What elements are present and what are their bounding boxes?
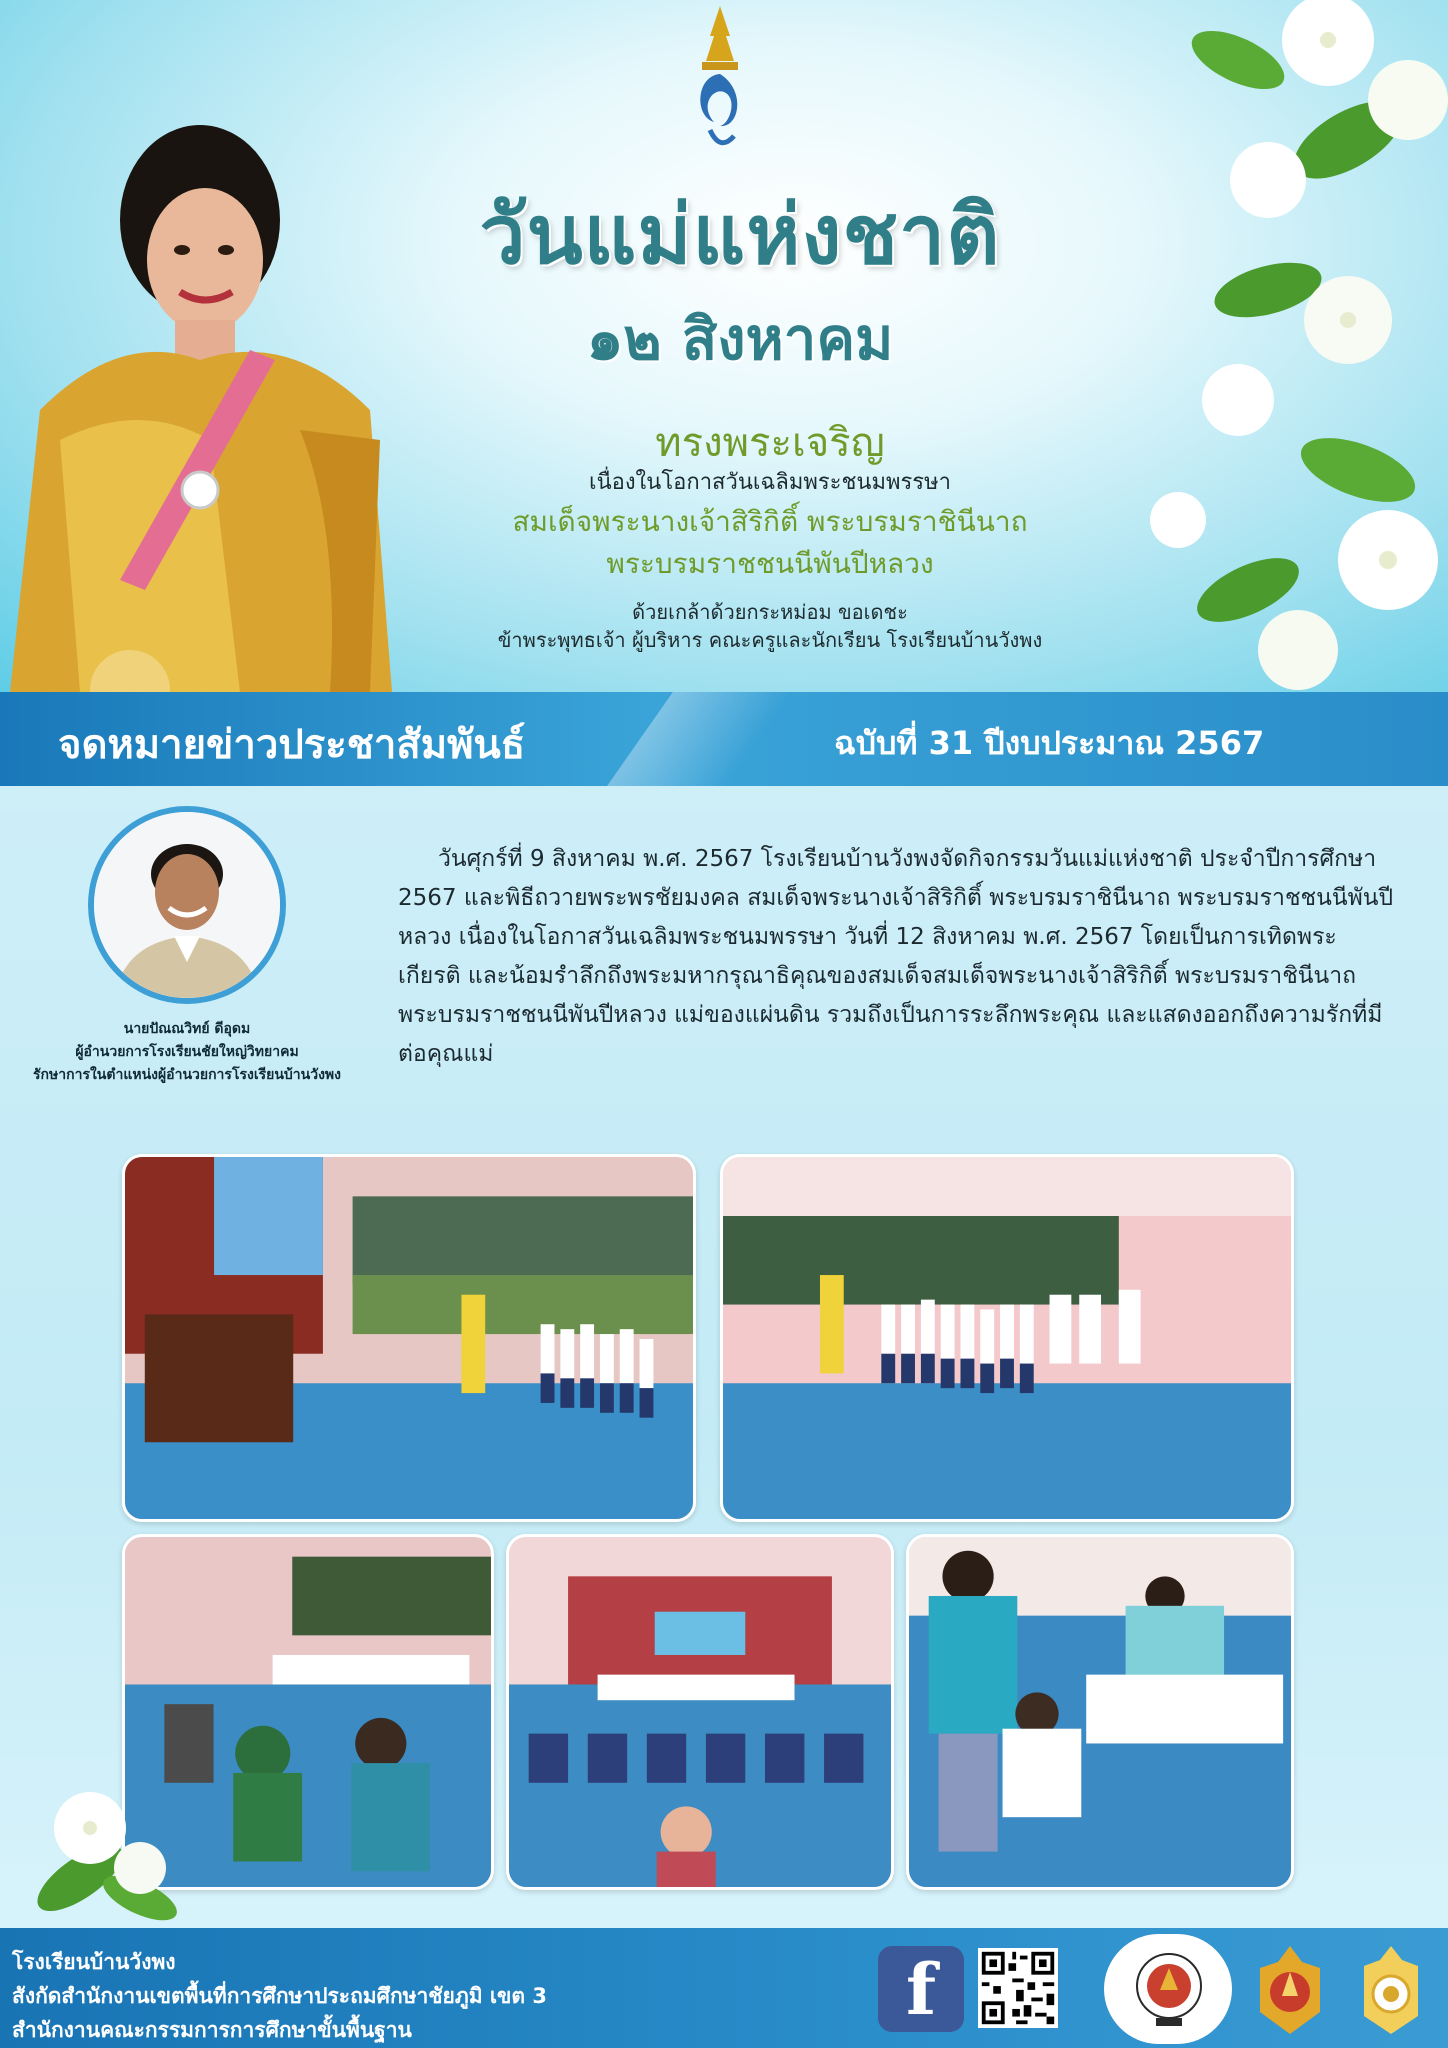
commission-name: สำนักงานคณะกรรมการการศึกษาขั้นพื้นฐาน (12, 2018, 412, 2042)
header-section (0, 0, 1448, 692)
queen-portrait (0, 110, 392, 692)
director-photo (88, 806, 286, 1004)
newsletter-banner (0, 692, 1448, 786)
school-name: โรงเรียนบ้านวังพง (12, 1950, 176, 1974)
page-date: ๑๒ สิงหาคม (586, 305, 894, 373)
queen-title: สมเด็จพระนางเจ้าสิริกิติ์ พระบรมราชินีนาถ (512, 505, 1028, 538)
newsletter-title: จดหมายข่าวประชาสัมพันธ์ (58, 722, 526, 768)
activity-photo (506, 1534, 894, 1890)
occasion-text: เนื่องในโอกาสวันเฉลิมพระชนมพรรษา (589, 470, 951, 495)
facebook-glyph: f (906, 1948, 937, 2031)
issue-number: ฉบับที่ 31 ปีงบประมาณ 2567 (834, 724, 1265, 762)
jasmine-flowers-decoration (1148, 0, 1448, 692)
activity-photo (720, 1154, 1294, 1522)
director-acting-position: รักษาการในตำแหน่งผู้อำนวยการโรงเรียนบ้านวังพง (33, 1067, 341, 1083)
school-logo-icon (1134, 1946, 1204, 2032)
respect-text: ด้วยเกล้าด้วยกระหม่อม ขอเดชะ (632, 600, 908, 624)
activity-photo (906, 1534, 1294, 1890)
ministry-logo-icon (1356, 1942, 1426, 2038)
obec-logo-icon (1250, 1942, 1330, 2038)
director-name: นายปัณณวิทย์ ดีอุดม (123, 1021, 251, 1037)
banner-stripe (607, 692, 793, 786)
queen-title-2: พระบรมราชชนนีพันปีหลวง (606, 547, 934, 580)
director-caption (0, 1018, 374, 1087)
activity-photo (122, 1154, 696, 1522)
signatory-text: ข้าพระพุทธเจ้า ผู้บริหาร คณะครูและนักเรียน โรงเรียนบ้านวังพง (497, 628, 1043, 652)
news-body-text: วันศุกร์ที่ 9 สิงหาคม พ.ศ. 2567 โรงเรียนบ้านวังพงจัดกิจกรรมวันแม่แห่งชาติ ประจำปีการศึกษา 2567 และพิธีถวายพระพรชัยมงคล สมเด็จพระนางเจ้าสิริกิติ์ พระบรมราชินีนาถ พระบรมราชชนนีพันปีหลวง เนื่องในโอกาสวันเฉลิมพระชนมพรรษา วันที่ 12 สิงหาคม พ.ศ. 2567 โดยเป็นการเทิดพระเกียรติ และน้อมรำลึกถึงพระมหากรุณาธิคุณของสมเด็จสมเด็จพระนางเจ้าสิริกิติ์ พระบรมราชินีนาถ พระบรมราชชนนีพันปีหลวง แม่ของแผ่นดิน รวมถึงเป็นการระลึกพระคุณ และแสดงออกถึงความรักที่มีต่อคุณแม่ (398, 846, 1394, 1067)
blessing-heading: ทรงพระเจริญ (655, 420, 885, 466)
page-title: วันแม่แห่งชาติ (479, 187, 1001, 283)
royal-emblem-icon (690, 6, 750, 152)
footer (0, 1928, 1448, 2048)
jasmine-flower-decoration (20, 1758, 190, 1938)
facebook-icon[interactable] (878, 1946, 964, 2032)
area-office: สังกัดสำนักงานเขตพื้นที่การศึกษาประถมศึกษาชัยภูมิ เขต 3 (12, 1984, 547, 2008)
director-position: ผู้อำนวยการโรงเรียนชัยใหญ่วิทยาคม (75, 1044, 299, 1060)
qr-code-icon[interactable] (978, 1948, 1058, 2028)
